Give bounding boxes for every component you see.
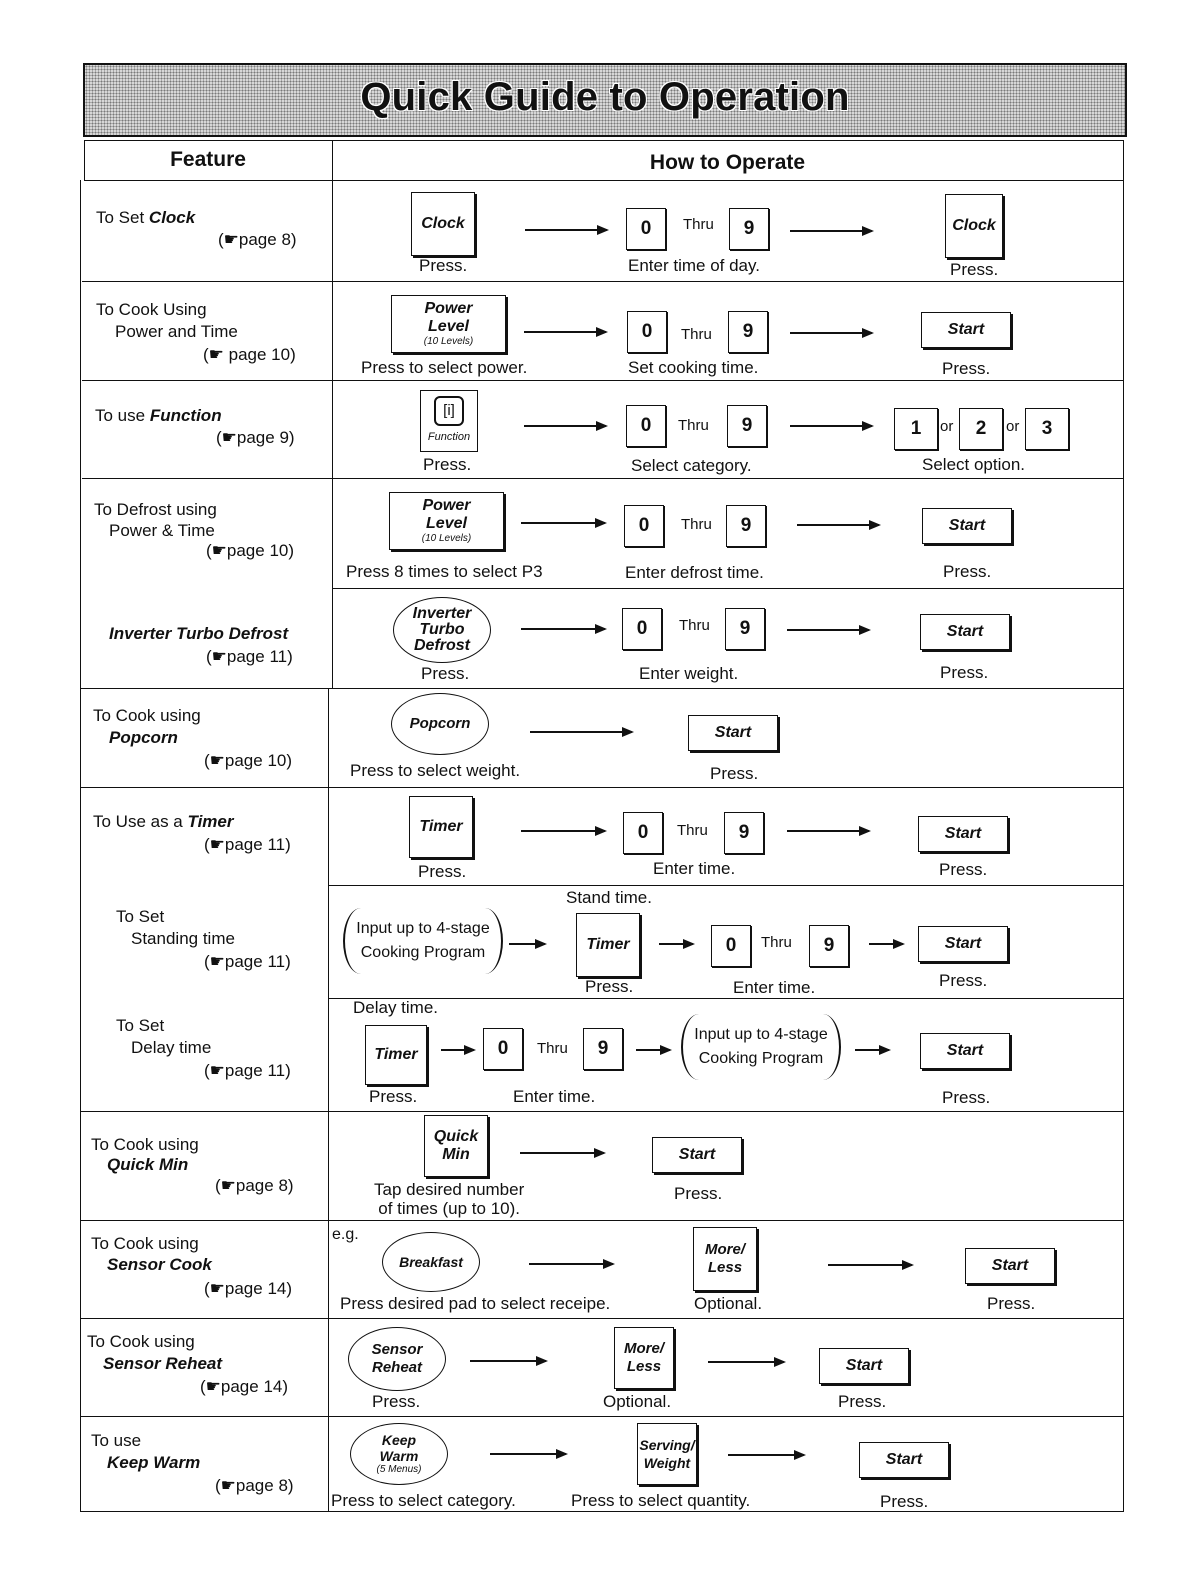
- or-text: or: [1006, 418, 1020, 435]
- step-label: Press to select weight.: [350, 761, 521, 780]
- arrow-icon: [524, 331, 606, 333]
- arrow-icon: [636, 1049, 670, 1051]
- step-label: Select category.: [631, 456, 752, 475]
- thru-text: Thru: [681, 516, 712, 533]
- digit-key-0[interactable]: 0: [623, 812, 663, 854]
- start-key[interactable]: Start: [819, 1348, 909, 1384]
- key-text: Inverter: [412, 605, 472, 622]
- cooking-program-bracket: [343, 908, 503, 974]
- row-divider: [84, 140, 1123, 141]
- press-label: Press.: [950, 260, 999, 279]
- digit-key-0[interactable]: 0: [483, 1028, 523, 1070]
- delay-time-label: Delay time.: [353, 998, 439, 1017]
- press-label: Press.: [710, 764, 759, 783]
- digit-key-0[interactable]: 0: [626, 208, 666, 250]
- feature-keepwarm-line1: To use: [91, 1431, 142, 1450]
- page-ref: (☛page 8): [215, 1476, 294, 1495]
- arrow-icon: [790, 425, 872, 427]
- step-label: Enter time.: [513, 1087, 596, 1106]
- feature-defrost-line2: Power & Time: [109, 521, 215, 540]
- press-label: Press.: [943, 562, 992, 581]
- table-border-left-lower: [80, 180, 81, 1512]
- cooking-program-bracket: [681, 1014, 841, 1080]
- start-key[interactable]: Start: [918, 816, 1008, 852]
- feature-power-line2: Power and Time: [115, 322, 238, 341]
- row-divider: [80, 1416, 1123, 1417]
- feature-keyword: Clock: [148, 208, 196, 227]
- press-label: Press.: [942, 1088, 991, 1107]
- press-label: Press.: [942, 359, 991, 378]
- page-ref: (☛ page 10): [203, 345, 296, 364]
- page-ref: (☛page 14): [200, 1377, 289, 1396]
- feature-quickmin-line2: Quick Min: [107, 1155, 189, 1174]
- press-label: Press.: [838, 1392, 887, 1411]
- row-divider: [80, 1111, 1123, 1112]
- press-label: Press.: [369, 1087, 418, 1106]
- thru-text: Thru: [678, 417, 709, 434]
- key-text: Keep: [381, 1432, 417, 1448]
- key-text: Min: [442, 1146, 470, 1163]
- key-text: Quick: [433, 1128, 479, 1145]
- step-label: Enter time of day.: [628, 256, 760, 275]
- arrow-icon: [521, 628, 605, 630]
- digit-key-9[interactable]: 9: [583, 1028, 623, 1070]
- arrow-icon: [797, 524, 879, 526]
- arrow-icon: [728, 1454, 804, 1456]
- serving-weight-key[interactable]: [637, 1423, 697, 1485]
- row-divider: [84, 180, 1123, 181]
- start-key[interactable]: Start: [688, 715, 778, 751]
- key-text: More/: [704, 1241, 745, 1258]
- press-label: Press.: [421, 664, 470, 683]
- press-label: Press.: [987, 1294, 1036, 1313]
- key-text: Reheat: [371, 1359, 423, 1376]
- key-text: Level: [426, 515, 467, 532]
- inverter-turbo-defrost-key[interactable]: [393, 597, 491, 663]
- press-label: Press.: [423, 455, 472, 474]
- page-ref: (☛page 14): [204, 1279, 293, 1298]
- arrow-icon: [521, 830, 605, 832]
- program-text: Cooking Program: [698, 1050, 824, 1067]
- feature-header: Feature: [170, 148, 246, 171]
- key-text: Turbo: [419, 621, 465, 638]
- feature-text: To use: [95, 406, 150, 425]
- key-text: Power: [422, 497, 471, 514]
- step-label: Optional.: [603, 1392, 672, 1411]
- start-key[interactable]: Start: [921, 312, 1011, 348]
- key-text: Defrost: [413, 637, 470, 654]
- row-divider: [332, 588, 1123, 589]
- feature-keyword: Function: [149, 406, 222, 425]
- stand-time-label: Stand time.: [566, 888, 652, 907]
- feature-popcorn-line1: To Cook using: [93, 706, 201, 725]
- start-key[interactable]: Start: [922, 508, 1012, 544]
- title-banner: [83, 63, 1127, 137]
- page-ref: (☛page 10): [206, 541, 295, 560]
- digit-key-9[interactable]: 9: [809, 925, 849, 967]
- timer-key[interactable]: Timer: [576, 913, 640, 977]
- sensor-reheat-key[interactable]: [348, 1327, 446, 1391]
- thru-text: Thru: [761, 934, 792, 951]
- page-ref: (☛page 11): [204, 952, 291, 971]
- page-ref: (☛page 9): [216, 428, 295, 447]
- step-label: Press 8 times to select P3: [346, 562, 543, 581]
- timer-key[interactable]: Timer: [409, 796, 473, 858]
- quick-min-key[interactable]: [424, 1115, 488, 1177]
- feature-power-line1: To Cook Using: [96, 300, 207, 319]
- keep-warm-key[interactable]: [350, 1423, 448, 1485]
- digit-key-0[interactable]: 0: [627, 311, 667, 353]
- step-label: Enter weight.: [639, 664, 739, 683]
- feature-keepwarm-line2: Keep Warm: [107, 1453, 201, 1472]
- option-key-2[interactable]: 2: [959, 408, 1003, 450]
- key-text: Less: [626, 1358, 662, 1375]
- key-subtext: (10 Levels): [421, 533, 472, 544]
- arrow-icon: [490, 1453, 566, 1455]
- arrow-icon: [521, 522, 605, 524]
- feature-standing-line1: To Set: [116, 907, 165, 926]
- page-ref: (☛page 11): [206, 647, 293, 666]
- popcorn-key[interactable]: Popcorn: [391, 693, 489, 755]
- arrow-icon: [708, 1361, 784, 1363]
- arrow-icon: [787, 629, 869, 631]
- feature-timer: [93, 811, 234, 833]
- program-text: Cooking Program: [360, 944, 486, 961]
- press-label: Press.: [939, 971, 988, 990]
- feature-keyword: Timer: [187, 812, 234, 831]
- page-ref: (☛page 11): [204, 1061, 291, 1080]
- press-label: Press.: [940, 663, 989, 682]
- arrow-icon: [525, 229, 607, 231]
- feature-sensorreheat-line1: To Cook using: [87, 1332, 195, 1351]
- thru-text: Thru: [679, 617, 710, 634]
- timer-key[interactable]: Timer: [365, 1025, 427, 1085]
- row-divider: [328, 998, 1123, 999]
- step-label: Press to select category.: [331, 1491, 516, 1510]
- press-label: Press.: [418, 862, 467, 881]
- power-level-key[interactable]: [391, 295, 506, 353]
- feature-sensorcook-line2: Sensor Cook: [107, 1255, 212, 1274]
- page-ref: (☛page 10): [204, 751, 293, 770]
- start-key[interactable]: Start: [920, 614, 1010, 650]
- arrow-icon: [530, 731, 632, 733]
- arrow-icon: [441, 1049, 474, 1051]
- clock-key[interactable]: Clock: [411, 192, 475, 256]
- step-label: [374, 1180, 524, 1218]
- key-text: Sensor: [371, 1341, 423, 1358]
- arrow-icon: [659, 943, 693, 945]
- row-divider: [80, 1511, 1123, 1512]
- row-divider: [82, 380, 1123, 381]
- start-key[interactable]: Start: [918, 926, 1008, 962]
- step-label: Press to select quantity.: [571, 1491, 751, 1510]
- row-divider: [80, 787, 1123, 788]
- key-text: Power: [424, 300, 473, 317]
- step-label: Enter time.: [653, 859, 736, 878]
- column-divider-lower: [328, 688, 329, 1512]
- key-subtext: (5 Menus): [376, 1464, 422, 1475]
- thru-text: Thru: [677, 822, 708, 839]
- arrow-icon: [790, 332, 872, 334]
- digit-key-9[interactable]: 9: [726, 505, 766, 547]
- feature-defrost-line1: To Defrost using: [94, 500, 217, 519]
- arrow-icon: [524, 425, 606, 427]
- or-text: or: [940, 418, 954, 435]
- step-label: Set cooking time.: [628, 358, 759, 377]
- step-label: Optional.: [694, 1294, 763, 1313]
- key-text: Warm: [379, 1448, 419, 1464]
- row-divider: [82, 281, 1123, 282]
- digit-key-0[interactable]: 0: [626, 405, 666, 447]
- feature-popcorn-line2: Popcorn: [109, 728, 178, 747]
- press-label: Press.: [880, 1492, 929, 1511]
- arrow-icon: [529, 1263, 613, 1265]
- step-label: Enter time.: [733, 978, 816, 997]
- function-key[interactable]: [420, 390, 478, 452]
- feature-standing-line2: Standing time: [131, 929, 235, 948]
- feature-delay-line2: Delay time: [131, 1038, 212, 1057]
- row-divider: [82, 478, 1123, 479]
- page-title: Quick Guide to Operation: [360, 75, 850, 119]
- press-label: Press.: [585, 977, 634, 996]
- table-border-right: [1123, 140, 1124, 1512]
- page-ref: (☛page 8): [215, 1176, 294, 1195]
- digit-key-0[interactable]: 0: [711, 925, 751, 967]
- option-key-3[interactable]: 3: [1025, 408, 1069, 450]
- more-less-key[interactable]: [614, 1327, 674, 1389]
- digit-key-9[interactable]: 9: [724, 812, 764, 854]
- column-divider-upper: [332, 140, 333, 688]
- key-text: More/: [623, 1340, 664, 1357]
- arrow-icon: [790, 230, 872, 232]
- label-text: of times (up to 10).: [378, 1199, 520, 1218]
- thru-text: Thru: [683, 216, 714, 233]
- feature-inverter: Inverter Turbo Defrost: [109, 624, 289, 643]
- row-divider: [328, 885, 1123, 886]
- row-divider: [80, 688, 1123, 689]
- program-text: Input up to 4-stage: [356, 920, 490, 937]
- row-divider: [80, 1318, 1123, 1319]
- digit-key-0[interactable]: 0: [624, 505, 664, 547]
- press-label: Press.: [419, 256, 468, 275]
- press-label: Press.: [674, 1184, 723, 1203]
- feature-sensorcook-line1: To Cook using: [91, 1234, 199, 1253]
- arrow-icon: [828, 1264, 912, 1266]
- digit-key-9[interactable]: 9: [728, 311, 768, 353]
- breakfast-key[interactable]: Breakfast: [382, 1232, 480, 1292]
- label-text: Tap desired number: [374, 1180, 525, 1199]
- start-key[interactable]: Start: [652, 1137, 742, 1173]
- digit-key-9[interactable]: 9: [729, 208, 769, 250]
- feature-function: [95, 405, 222, 427]
- feature-text: To Set: [96, 208, 149, 227]
- power-level-key[interactable]: [389, 492, 504, 550]
- more-less-key[interactable]: [693, 1227, 757, 1291]
- start-key[interactable]: Start: [859, 1442, 949, 1478]
- page-ref: (☛page 8): [218, 230, 297, 249]
- example-label: e.g.: [332, 1226, 359, 1243]
- digit-key-9[interactable]: 9: [727, 405, 767, 447]
- arrow-icon: [869, 943, 903, 945]
- arrow-icon: [520, 1152, 604, 1154]
- option-key-1[interactable]: 1: [894, 408, 938, 450]
- arrow-icon: [509, 943, 545, 945]
- thru-text: Thru: [681, 326, 712, 343]
- digit-key-9[interactable]: 9: [725, 608, 765, 650]
- program-text: Input up to 4-stage: [694, 1026, 828, 1043]
- press-label: Press.: [939, 860, 988, 879]
- step-label: Press desired pad to select receipe.: [340, 1294, 611, 1313]
- how-to-operate-header: How to Operate: [649, 151, 806, 174]
- press-label: Press.: [372, 1392, 421, 1411]
- arrow-icon: [470, 1360, 546, 1362]
- feature-text: To Use as a: [93, 812, 188, 831]
- key-text: Function: [427, 431, 471, 443]
- step-label: Enter defrost time.: [625, 563, 764, 582]
- feature-delay-line1: To Set: [116, 1016, 165, 1035]
- feature-sensorreheat-line2: Sensor Reheat: [103, 1354, 223, 1373]
- arrow-icon: [855, 1049, 889, 1051]
- page-ref: (☛page 11): [204, 835, 291, 854]
- step-label: Select option.: [922, 455, 1026, 474]
- key-subtext: (10 Levels): [423, 336, 474, 347]
- function-icon: [i]: [434, 396, 464, 426]
- key-text: Less: [707, 1259, 743, 1276]
- clock-key[interactable]: Clock: [945, 194, 1003, 258]
- key-text: Serving/: [639, 1437, 695, 1453]
- key-text: Level: [428, 318, 469, 335]
- feature-clock: [96, 207, 195, 229]
- digit-key-0[interactable]: 0: [622, 608, 662, 650]
- thru-text: Thru: [537, 1040, 568, 1057]
- arrow-icon: [787, 830, 869, 832]
- row-divider: [80, 1220, 1123, 1221]
- start-key[interactable]: Start: [920, 1033, 1010, 1069]
- step-label: Press to select power.: [361, 358, 528, 377]
- feature-quickmin-line1: To Cook using: [91, 1135, 199, 1154]
- key-text: Weight: [643, 1455, 691, 1471]
- start-key[interactable]: Start: [965, 1248, 1055, 1284]
